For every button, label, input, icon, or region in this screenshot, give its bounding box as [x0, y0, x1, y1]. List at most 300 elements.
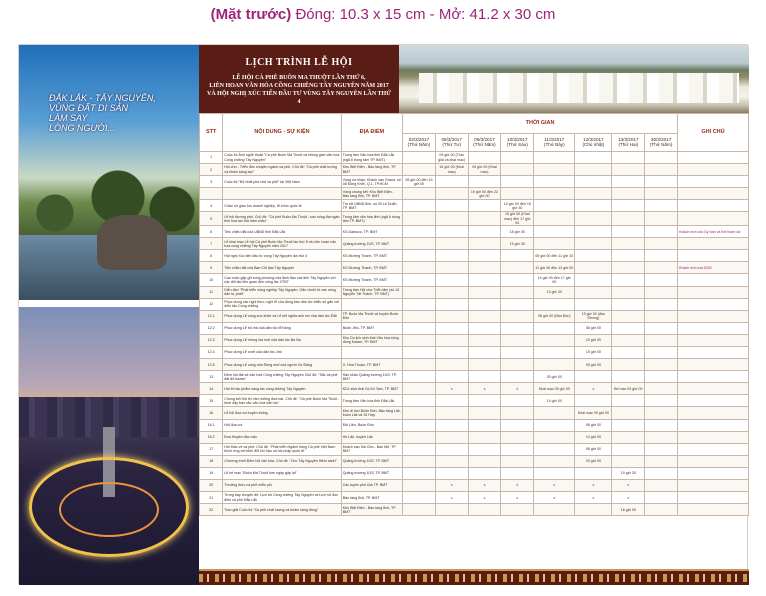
col-stt-header: STT — [200, 114, 223, 152]
weekday-value: (Thứ Bảy) — [543, 141, 565, 147]
row-date-cell — [645, 226, 678, 238]
row-content: Cuộc thi "Đệ nhất pha chế cà phê" tại Việt Nam — [223, 176, 341, 188]
row-date-cell — [501, 467, 534, 479]
row-date-cell — [468, 504, 501, 516]
row-date-cell — [534, 347, 575, 359]
row-place: Hồ Lăk, huyện Lăk — [341, 431, 402, 443]
row-date-cell — [645, 212, 678, 226]
row-date-cell — [403, 359, 436, 371]
row-date-cell — [645, 419, 678, 431]
row-date-cell — [403, 431, 436, 443]
row-date-cell: x — [435, 480, 468, 492]
row-note — [678, 238, 749, 250]
col-content-header: NỘI DUNG - SỰ KIỆN — [223, 114, 341, 152]
row-content: Đua thuyền độc mộc — [223, 431, 341, 443]
row-stt: 12.2 — [200, 322, 223, 334]
col-place-header: ĐỊA ĐIỂM — [341, 114, 402, 152]
row-date-cell — [403, 492, 436, 504]
row-date-cell — [403, 152, 436, 164]
top-title — [0, 6, 766, 23]
row-content: Hội thi tác phẩm sáng tác cồng chiêng Tây Nguyên — [223, 383, 341, 395]
row-date-cell — [435, 347, 468, 359]
row-date-cell — [645, 467, 678, 479]
row-date-cell — [534, 407, 575, 419]
row-date-cell — [645, 322, 678, 334]
table-row — [200, 480, 749, 492]
row-date-cell — [645, 176, 678, 188]
row-date-cell: x — [534, 492, 575, 504]
table-row — [200, 188, 749, 200]
table-row — [200, 322, 749, 334]
row-date-cell — [435, 274, 468, 286]
row-date-cell — [534, 200, 575, 212]
row-date-cell — [435, 298, 468, 310]
elephant-shape — [97, 215, 167, 270]
row-date-cell: 18 giờ 00 — [501, 226, 534, 238]
row-stt: 17 — [200, 443, 223, 455]
row-stt: 14 — [200, 383, 223, 395]
row-stt: 15 — [200, 395, 223, 407]
row-date-cell — [403, 212, 436, 226]
row-content: Phục dựng Lễ bỏ mả của dân tộc M'Nông — [223, 322, 341, 334]
table-row — [200, 467, 749, 479]
row-place: Các tuyến phố của TP. BMT — [341, 480, 402, 492]
row-date-cell: x — [501, 492, 534, 504]
row-content: Diễn đàn "Phát triển nông nghiệp Tây Nguyên: Gắn chuỗi từ các nông dân tự phát" — [223, 286, 341, 298]
row-date-cell — [468, 359, 501, 371]
weekday-value: (Thứ Hai) — [618, 141, 639, 147]
slogan — [49, 93, 169, 133]
row-date-cell — [612, 371, 645, 383]
row-content: Lễ hội đường phố. Chủ đề: "Cà phê Buôn Ma Thuột - sức sống đại ngàn tinh hoa lan tỏa năm châu" — [223, 212, 341, 226]
row-date-cell — [645, 334, 678, 346]
row-date-cell: 13 giờ 30 — [534, 286, 575, 298]
row-place: TP. Buôn Ma Thuột và huyện Buôn Đôn — [341, 310, 402, 322]
table-row — [200, 492, 749, 504]
row-date-cell — [645, 200, 678, 212]
row-note — [678, 334, 749, 346]
row-date-cell: 19 giờ 30 — [501, 238, 534, 250]
row-stt: 3 — [200, 176, 223, 188]
row-note: Khách mời của BCĐ — [678, 262, 749, 274]
date-value: 13/3/2017 — [618, 137, 639, 143]
row-date-cell — [645, 431, 678, 443]
row-stt: 12 — [200, 298, 223, 310]
row-date-cell — [435, 286, 468, 298]
row-date-cell — [612, 407, 645, 419]
row-place: Đồi Liêu, Buôn Đôn — [341, 419, 402, 431]
row-date-cell — [534, 455, 575, 467]
row-date-cell — [575, 250, 612, 262]
row-stt: 11 — [200, 286, 223, 298]
row-date-cell — [645, 480, 678, 492]
row-date-cell — [468, 322, 501, 334]
top-title-bold: (Mặt trước) — [210, 6, 292, 23]
date-value: 12/3/2017 — [583, 137, 604, 143]
row-content: Đêm hội đất và văn hóa Cồng chiêng Tây Nguyên Chủ đề: "Sắc cà phê đất đỏ bazan" — [223, 371, 341, 383]
row-stt: 2 — [200, 164, 223, 176]
row-date-cell — [612, 262, 645, 274]
date-header — [645, 134, 678, 152]
row-place: KS Mường Thanh, TP. BMT — [341, 250, 402, 262]
row-place — [341, 298, 402, 310]
row-note — [678, 347, 749, 359]
row-note — [678, 383, 749, 395]
row-place: KS Mường Thanh, TP. BMT — [341, 262, 402, 274]
row-date-cell — [403, 286, 436, 298]
row-date-cell — [403, 383, 436, 395]
row-date-cell — [468, 419, 501, 431]
row-date-cell: x — [468, 383, 501, 395]
table-row — [200, 298, 749, 310]
row-date-cell: x — [612, 492, 645, 504]
row-stt: 9 — [200, 262, 223, 274]
row-note — [678, 407, 749, 419]
row-note — [678, 200, 749, 212]
row-date-cell — [612, 188, 645, 200]
row-date-cell — [468, 395, 501, 407]
row-place: Quảng trường 10/3, TP. BMT — [341, 455, 402, 467]
row-place: Buôn Jiêu, TP. BMT — [341, 322, 402, 334]
row-date-cell — [501, 371, 534, 383]
row-date-cell — [575, 467, 612, 479]
row-date-cell — [534, 152, 575, 164]
row-date-cell: x — [575, 480, 612, 492]
row-content: Chương trình Đêm hội văn hóa. Chủ đề: "Cho Tây Nguyên thêm xanh" — [223, 455, 341, 467]
row-content: Hội thảo về cà phê. Chủ đề: "Phát triển Ngành hàng Cà phê Việt Nam thích ứng với biến đổi khí hậu và hội nhập quốc tế" — [223, 443, 341, 455]
row-stt: 13 — [200, 371, 223, 383]
row-date-cell: 09 giờ 00 — [575, 359, 612, 371]
weekday-value: (Thứ Năm) — [649, 141, 673, 147]
row-date-cell — [403, 310, 436, 322]
row-place: Quảng trường 10/3, TP. BMT — [341, 467, 402, 479]
row-date-cell — [575, 188, 612, 200]
row-date-cell — [468, 347, 501, 359]
row-note — [678, 395, 749, 407]
row-date-cell — [645, 286, 678, 298]
table-row — [200, 274, 749, 286]
row-date-cell: 14 giờ 00 đến 17 giờ 00 — [534, 274, 575, 286]
row-date-cell — [534, 443, 575, 455]
row-date-cell — [403, 455, 436, 467]
row-note — [678, 164, 749, 176]
schedule-table — [199, 113, 749, 516]
row-place: KS Mường Thanh, TP. BMT — [341, 274, 402, 286]
table-row — [200, 164, 749, 176]
row-stt: 20 — [200, 480, 223, 492]
table-row — [200, 419, 749, 431]
col-time-header: THỜI GIAN — [403, 114, 678, 134]
row-stt: 19 — [200, 467, 223, 479]
row-date-cell — [534, 188, 575, 200]
col-note-header: GHI CHÚ — [678, 114, 749, 152]
row-date-cell — [403, 298, 436, 310]
row-date-cell — [435, 371, 468, 383]
row-content: Phục dựng các nghi thức, nghi lễ của đồng bào dân tộc thiểu số gắn với diễn tấu Cồng chiêng — [223, 298, 341, 310]
row-place: Khu Biệt Điện - Bảo tàng tỉnh, TP. BMT — [341, 504, 402, 516]
row-note — [678, 504, 749, 516]
row-content: Lễ bế mạc "Buôn Ma Thuột hơn ngày gặp lại" — [223, 467, 341, 479]
table-row — [200, 250, 749, 262]
row-date-cell — [575, 286, 612, 298]
city-night-photo — [19, 307, 199, 585]
row-place: Bảo tàng tỉnh, TP. BMT — [341, 492, 402, 504]
row-date-cell — [575, 176, 612, 188]
row-date-cell — [501, 286, 534, 298]
date-header — [468, 134, 501, 152]
row-date-cell — [575, 262, 612, 274]
row-date-cell — [534, 359, 575, 371]
row-date-cell — [612, 455, 645, 467]
row-date-cell — [534, 212, 575, 226]
row-date-cell — [501, 455, 534, 467]
row-date-cell — [534, 504, 575, 516]
row-date-cell — [534, 226, 575, 238]
date-header — [501, 134, 534, 152]
row-stt — [200, 188, 223, 200]
row-stt: 1 — [200, 152, 223, 164]
row-date-cell — [501, 310, 534, 322]
table-row — [200, 383, 749, 395]
row-content: Hội chợ - Triển lãm chuyên ngành cà phê. Chủ đề: "Cà phê chất lượng và khám sáng tạo" — [223, 164, 341, 176]
row-date-cell — [435, 250, 468, 262]
date-value: 09/3/2017 — [474, 137, 495, 143]
row-date-cell — [575, 298, 612, 310]
row-content: Lễ hội đua voi truyền thống — [223, 407, 341, 419]
row-date-cell: 14 giờ 00 — [575, 431, 612, 443]
row-date-cell — [435, 310, 468, 322]
row-content: Chào cờ giao lưu doanh nghiệp, tổ chức quốc tế — [223, 200, 341, 212]
row-note — [678, 492, 749, 504]
row-date-cell: 14 giờ 00 — [534, 395, 575, 407]
row-date-cell — [403, 504, 436, 516]
row-date-cell — [435, 226, 468, 238]
row-date-cell: 11 giờ 30 đến 13 giờ 00 — [534, 262, 575, 274]
subtitle-line: LIÊN HOAN VĂN HÓA CỒNG CHIÊNG TÂY NGUYÊN NĂM 2017 — [209, 83, 389, 89]
row-date-cell — [612, 322, 645, 334]
row-date-cell — [645, 492, 678, 504]
row-note — [678, 274, 749, 286]
row-place: Trung tâm văn hóa tỉnh (ngã 6 trung tâm TP. BMT) — [341, 212, 402, 226]
row-note — [678, 359, 749, 371]
row-date-cell: 15 giờ 00 — [575, 347, 612, 359]
row-date-cell: 20 giờ 00 — [534, 371, 575, 383]
row-date-cell — [435, 238, 468, 250]
date-header — [534, 134, 575, 152]
row-date-cell — [468, 455, 501, 467]
row-date-cell — [534, 238, 575, 250]
row-date-cell: Khai mạc 09 giờ 00 — [534, 383, 575, 395]
row-date-cell — [612, 226, 645, 238]
table-row — [200, 238, 749, 250]
row-date-cell — [612, 359, 645, 371]
row-date-cell — [575, 238, 612, 250]
row-date-cell — [575, 200, 612, 212]
row-date-cell: Khai mạc 09 giờ 00 — [575, 407, 612, 419]
row-date-cell: 09 giờ 00 (Trao giải và khai mạc) — [435, 152, 468, 164]
row-date-cell — [468, 250, 501, 262]
row-note — [678, 212, 749, 226]
weekday-value: (Thứ Sáu) — [506, 141, 528, 147]
row-stt: 22 — [200, 504, 223, 516]
row-date-cell: 08 giờ 00 — [575, 322, 612, 334]
row-date-cell — [468, 407, 501, 419]
date-header — [612, 134, 645, 152]
row-content: Phục dựng Lễ cúng nhà Rông mới của người Xơ Đăng — [223, 359, 341, 371]
row-date-cell: 16 giờ 00 — [612, 504, 645, 516]
row-date-cell: 08 giờ 00 — [575, 443, 612, 455]
row-place: Trung tâm Văn hóa tỉnh Đắk Lắk (ngã 6 trung tâm TP. BMT) — [341, 152, 402, 164]
row-date-cell — [612, 347, 645, 359]
row-date-cell — [612, 274, 645, 286]
row-date-cell: 08 giờ 00 đến 11 giờ 30 — [534, 250, 575, 262]
row-place: Trung tâm Văn hóa tỉnh Đắk Lắk — [341, 395, 402, 407]
row-date-cell — [468, 212, 501, 226]
row-date-cell: 09 giờ 00 (Khai mạc) — [468, 164, 501, 176]
row-date-cell: 14 giờ 00 đến 16 giờ 30 — [501, 200, 534, 212]
row-date-cell — [575, 274, 612, 286]
row-date-cell — [501, 262, 534, 274]
slogan-line: VÙNG ĐẤT DI SẢN — [49, 103, 129, 113]
row-date-cell — [468, 200, 501, 212]
row-date-cell — [645, 395, 678, 407]
row-date-cell: x — [501, 383, 534, 395]
row-date-cell: 15 giờ 00 (Ako Dhong) — [575, 310, 612, 322]
row-date-cell — [612, 334, 645, 346]
row-stt: 16.2 — [200, 431, 223, 443]
row-date-cell — [403, 419, 436, 431]
row-date-cell — [645, 164, 678, 176]
row-content: Phục dựng Lễ cưới của dân tộc Jrai — [223, 347, 341, 359]
row-date-cell — [612, 152, 645, 164]
date-value: 30/3/2017 — [650, 137, 672, 143]
row-date-cell — [468, 298, 501, 310]
row-date-cell — [645, 443, 678, 455]
row-stt: 8 — [200, 250, 223, 262]
row-date-cell — [435, 467, 468, 479]
row-date-cell — [403, 467, 436, 479]
row-date-cell — [501, 359, 534, 371]
row-date-cell — [435, 359, 468, 371]
row-date-cell — [612, 176, 645, 188]
row-date-cell — [575, 164, 612, 176]
row-note — [678, 467, 749, 479]
row-date-cell — [403, 334, 436, 346]
table-row — [200, 504, 749, 516]
row-date-cell — [534, 176, 575, 188]
weekday-value: (Thứ Năm) — [407, 141, 431, 147]
slogan-line: ĐẮK LẮK - TÂY NGUYÊN, — [49, 93, 156, 103]
row-date-cell — [501, 504, 534, 516]
row-content: Hội nghị Xúc tiến đầu tư vùng Tây Nguyên lần thứ 4 — [223, 250, 341, 262]
row-date-cell: 19 giờ 00 đến 22 giờ 00 — [468, 188, 501, 200]
row-place: Khách sạn Sài Gòn - Ban Mê, TP. BMT — [341, 443, 402, 455]
row-date-cell — [575, 226, 612, 238]
row-place: Khu di tích Buôn Đôn, Bảo tàng Lăk, buôn Lăk và 15 Hợp — [341, 407, 402, 419]
row-date-cell — [612, 250, 645, 262]
row-place: Vòng chung kết: Khu Biệt Điện - Bảo tàng tỉnh, TP. BMT — [341, 188, 402, 200]
row-date-cell — [435, 176, 468, 188]
table-row — [200, 200, 749, 212]
weekday-value: (Chủ nhật) — [582, 141, 605, 147]
row-date-cell: x — [501, 480, 534, 492]
row-date-cell — [403, 395, 436, 407]
row-content: Cuộc thi Ảnh nghệ thuật "Cà phê Buôn Ma Thuột và không gian văn hóa Cồng chiêng Tây Nguyên" — [223, 152, 341, 164]
row-date-cell — [612, 164, 645, 176]
row-date-cell: 08 giờ 00 (Bản Đôn) — [534, 310, 575, 322]
row-date-cell — [501, 431, 534, 443]
falls-shape — [419, 73, 739, 103]
row-date-cell — [435, 322, 468, 334]
row-date-cell — [575, 395, 612, 407]
row-date-cell: 15 giờ 00 (Khai mạc) đến 17 giờ 00 — [501, 212, 534, 226]
row-date-cell — [612, 238, 645, 250]
row-note — [678, 250, 749, 262]
row-date-cell — [645, 359, 678, 371]
row-date-cell — [403, 250, 436, 262]
row-content: Phục dựng Lễ mừng lúa mới của dân tộc Ba Na — [223, 334, 341, 346]
row-date-cell — [612, 298, 645, 310]
row-date-cell — [645, 152, 678, 164]
row-note — [678, 455, 749, 467]
row-date-cell — [645, 310, 678, 322]
table-row — [200, 286, 749, 298]
row-date-cell — [468, 262, 501, 274]
row-note — [678, 480, 749, 492]
row-date-cell — [534, 334, 575, 346]
row-date-cell — [435, 262, 468, 274]
row-date-cell — [435, 419, 468, 431]
row-place: Khu Du lịch sinh thái Văn hóa cộng đồng Kotam, TP. BMT — [341, 334, 402, 346]
row-date-cell — [403, 322, 436, 334]
row-date-cell — [468, 152, 501, 164]
row-date-cell — [534, 322, 575, 334]
row-date-cell — [468, 443, 501, 455]
row-date-cell: 08 giờ 00 đến 19 giờ 00 — [403, 176, 436, 188]
row-date-cell — [575, 504, 612, 516]
date-header — [575, 134, 612, 152]
row-date-cell — [501, 443, 534, 455]
row-date-cell: 08 giờ 00 — [575, 419, 612, 431]
footer-decorative-band — [199, 569, 749, 585]
table-row — [200, 371, 749, 383]
row-date-cell — [501, 274, 534, 286]
row-date-cell — [403, 226, 436, 238]
weekday-value: (Thứ Tư) — [442, 141, 461, 147]
roundabout-inner-lights-shape — [59, 482, 159, 537]
table-row — [200, 359, 749, 371]
row-date-cell — [468, 176, 501, 188]
row-note — [678, 298, 749, 310]
row-date-cell — [612, 200, 645, 212]
row-date-cell — [575, 152, 612, 164]
row-date-cell — [612, 443, 645, 455]
row-date-cell — [501, 176, 534, 188]
row-content: Trao giải Cuộc thi "Cà phê chất lượng và khám sáng đồng" — [223, 504, 341, 516]
row-date-cell — [403, 262, 436, 274]
row-note — [678, 443, 749, 455]
row-content — [223, 188, 341, 200]
row-note: Khách mời của Ủy ban và thẻ tham dự — [678, 226, 749, 238]
row-date-cell — [435, 395, 468, 407]
row-date-cell — [403, 274, 436, 286]
date-header — [403, 134, 436, 152]
table-row — [200, 347, 749, 359]
row-date-cell — [501, 334, 534, 346]
row-note — [678, 152, 749, 164]
row-place: Khu Biệt Điện - Bảo tàng tỉnh, TP. BMT — [341, 164, 402, 176]
row-date-cell — [501, 322, 534, 334]
